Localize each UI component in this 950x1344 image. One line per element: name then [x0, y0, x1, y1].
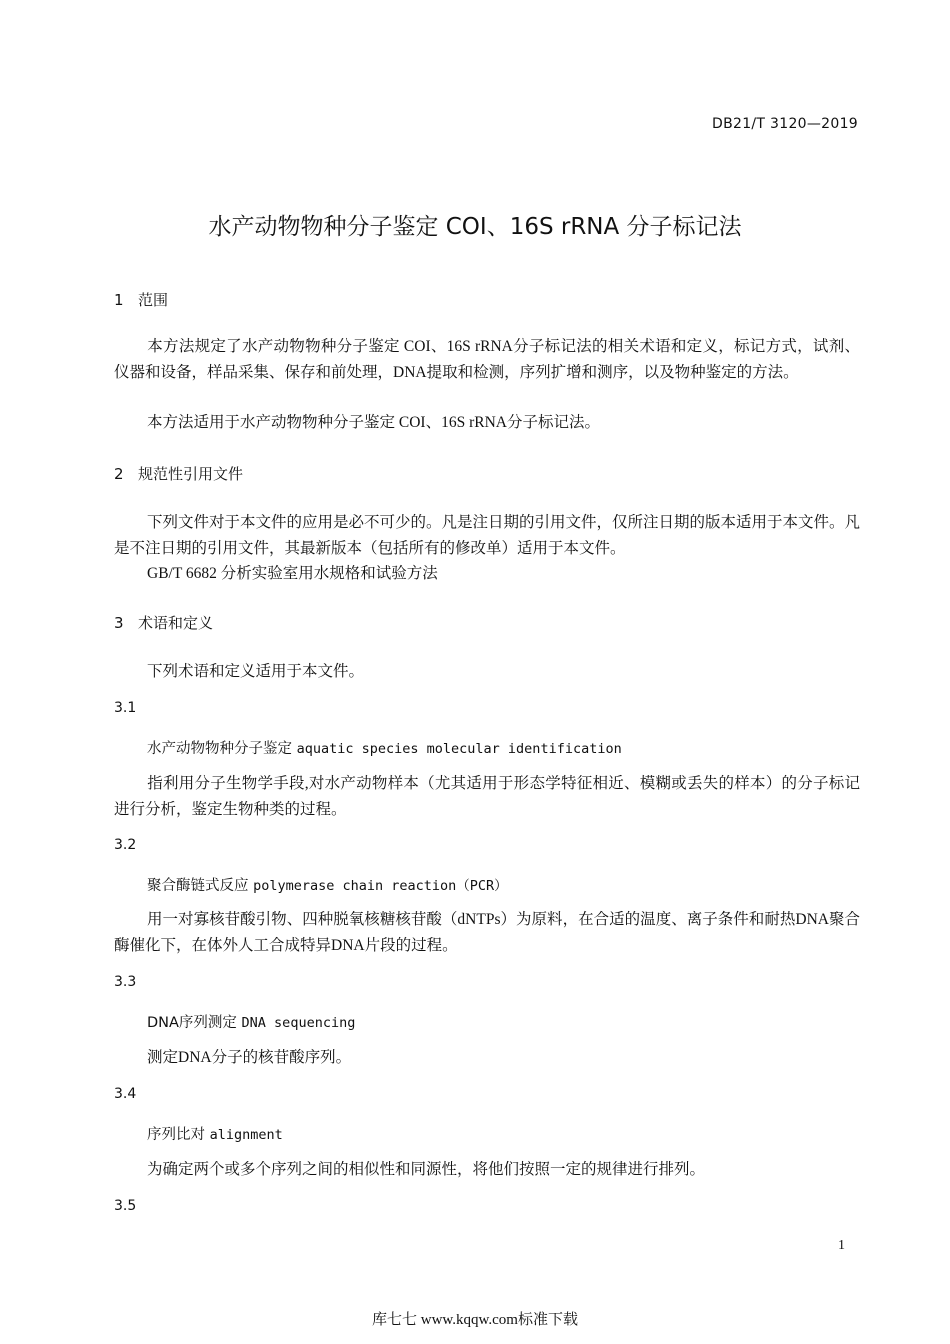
section-number: 2 — [114, 465, 124, 483]
clause-number: 3.3 — [114, 974, 137, 990]
section-2-paragraph-1: 下列文件对于本文件的应用是必不可少的。凡是注日期的引用文件，仅所注日期的版本适用于本文件。凡是不注日期的引用文件，其最新版本（包括所有的修改单）适用于本文件。 — [114, 514, 861, 557]
term-definition: 指利用分子生物学手段,对水产动物样本（尤其适用于形态学特征相近、模糊或丢失的样本）的分子标记进行分析，鉴定生物种类的过程。 — [114, 775, 860, 818]
term-zh: DNA序列测定 — [147, 1015, 237, 1031]
section-1-paragraph-1: 本方法规定了水产动物物种分子鉴定 COI、16S rRNA分子标记法的相关术语和定义，标记方式，试剂、仪器和设备，样品采集、保存和前处理，DNA提取和检测，序列扩增和测序，以及物种鉴定的方法。 — [114, 338, 860, 381]
term-heading — [147, 874, 508, 895]
clause-number: 3.5 — [114, 1198, 137, 1214]
clause-number: 3.2 — [114, 837, 137, 853]
section-3-intro: 下列术语和定义适用于本文件。 — [147, 663, 365, 680]
normative-reference: GB/T 6682 分析实验室用水规格和试验方法 — [147, 565, 438, 582]
term-en: DNA sequencing — [241, 1015, 356, 1031]
standard-code: DB21/T 3120—2019 — [712, 116, 858, 132]
term-en: alignment — [209, 1127, 283, 1143]
term-en: aquatic species molecular identification — [296, 741, 622, 757]
page-number: 1 — [838, 1238, 845, 1253]
term-en: polymerase chain reaction（PCR） — [253, 878, 508, 894]
clause-number: 3.4 — [114, 1086, 137, 1102]
footer-watermark: 库七七 www.kqqw.com标准下载 — [372, 1312, 578, 1328]
term-definition: 用一对寡核苷酸引物、四种脱氧核糖核苷酸（dNTPs）为原料，在合适的温度、离子条件和耐热DNA聚合酶催化下，在体外人工合成特异DNA片段的过程。 — [114, 911, 860, 954]
term-heading — [147, 737, 622, 758]
section-number: 1 — [114, 291, 124, 309]
section-3-heading — [114, 612, 213, 633]
section-1-paragraph-2: 本方法适用于水产动物物种分子鉴定 COI、16S rRNA分子标记法。 — [147, 414, 600, 431]
section-title: 术语和定义 — [138, 614, 214, 632]
clause-number: 3.1 — [114, 700, 137, 716]
term-zh: 序列比对 — [147, 1127, 205, 1143]
term-heading — [147, 1123, 283, 1144]
term-definition: 测定DNA分子的核苷酸序列。 — [147, 1049, 352, 1066]
term-definition: 为确定两个或多个序列之间的相似性和同源性，将他们按照一定的规律进行排列。 — [147, 1161, 706, 1178]
section-1-heading — [114, 289, 168, 310]
section-number: 3 — [114, 614, 124, 632]
document-title: 水产动物物种分子鉴定 COI、16S rRNA 分子标记法 — [208, 214, 742, 240]
section-title: 范围 — [138, 291, 169, 309]
section-2-heading — [114, 463, 243, 484]
section-title: 规范性引用文件 — [138, 465, 244, 483]
term-zh: 聚合酶链式反应 — [147, 878, 249, 894]
term-zh: 水产动物物种分子鉴定 — [147, 741, 292, 757]
term-heading — [147, 1011, 355, 1032]
